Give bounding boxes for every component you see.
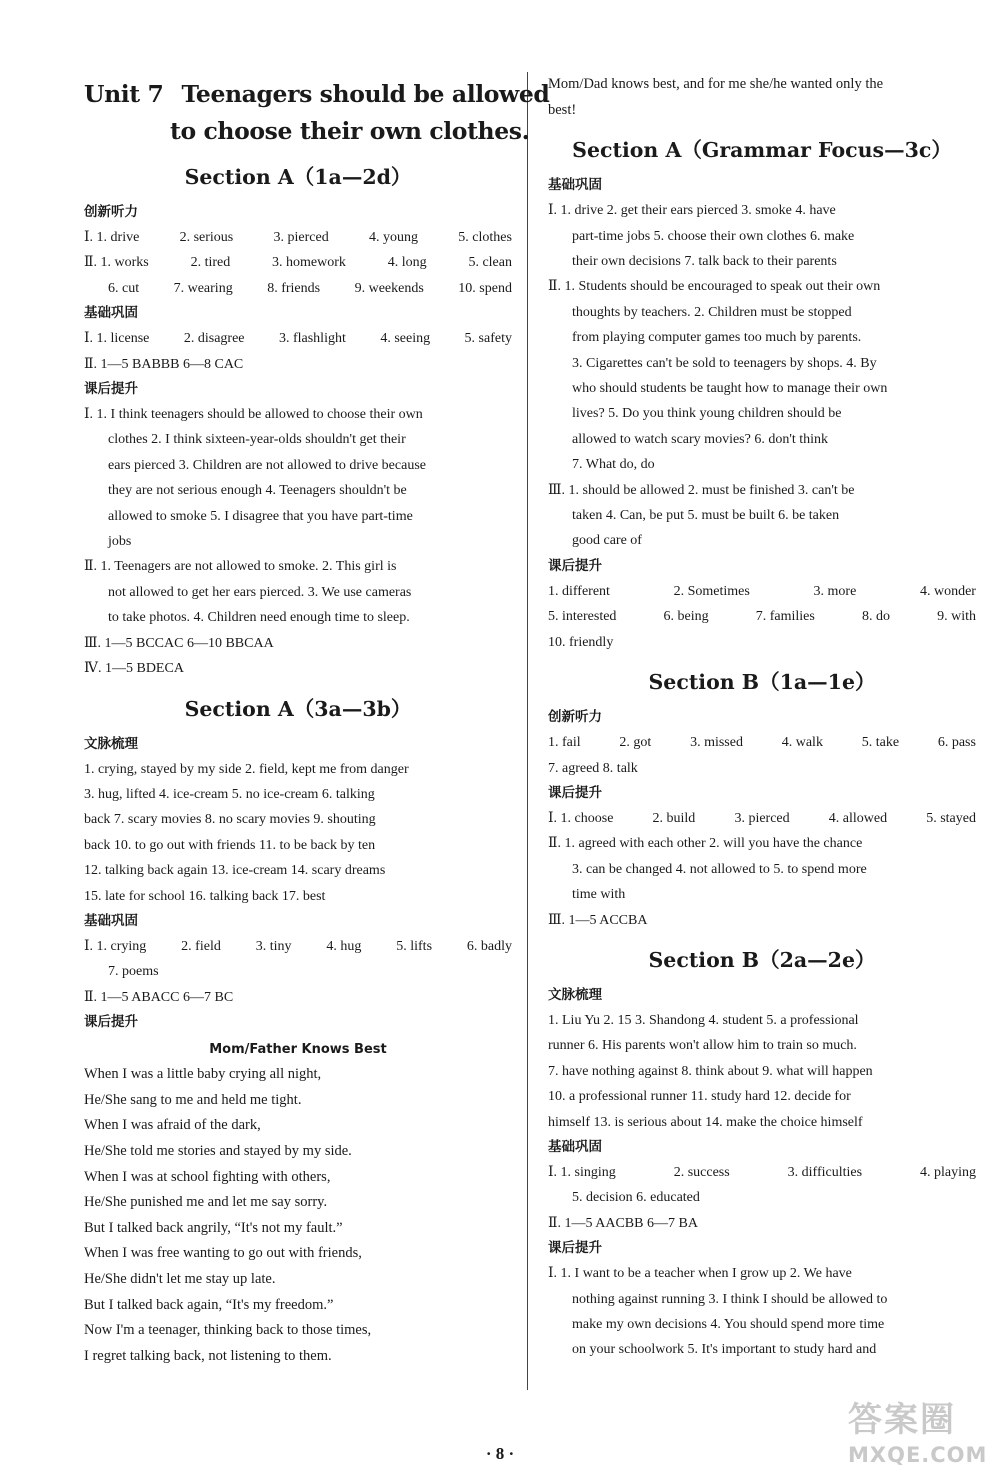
answer-line: 3. can be changed 4. not allowed to 5. to spend more xyxy=(572,861,867,877)
column-divider xyxy=(527,72,528,1390)
subheading: 基础巩固 xyxy=(84,305,138,322)
answer-line: Ⅰ. 1. drive 2. get their ears pierced 3. smoke 4. have xyxy=(548,203,836,219)
subheading: 基础巩固 xyxy=(84,912,138,929)
answer-line: 1. different 2. Sometimes 3. more 4. wonder xyxy=(548,583,976,599)
answer-line: lives? 5. Do you think young children should be xyxy=(572,406,842,422)
answer-line: himself 13. is serious about 14. make the choice himself xyxy=(548,1114,863,1130)
subheading: 课后提升 xyxy=(548,557,602,574)
unit-title-line1: Teenagers should be allowed xyxy=(181,80,550,108)
answer-line: jobs xyxy=(108,534,132,550)
subheading: 课后提升 xyxy=(84,1014,138,1031)
subheading: 创新听力 xyxy=(84,204,138,220)
answer-line: 7. agreed 8. talk xyxy=(548,760,638,776)
poem-line: When I was a little baby crying all night, xyxy=(84,1066,322,1083)
answer-line: part-time jobs 5. choose their own clothes 6. make xyxy=(572,228,855,244)
watermark-url: MXQE.COM xyxy=(848,1443,988,1467)
answer-line: clothes 2. I think sixteen-year-olds shouldn't get their xyxy=(108,432,406,448)
answer-line: good care of xyxy=(572,533,642,549)
unit-number: Unit 7 xyxy=(84,80,164,108)
answer-line: taken 4. Can, be put 5. must be built 6. be taken xyxy=(572,508,840,524)
answer-line: Ⅰ. 1. I want to be a teacher when I grow up 2. We have xyxy=(548,1266,852,1282)
section-title: Section A（1a—2d） xyxy=(184,165,412,189)
watermark xyxy=(848,1400,998,1484)
poem-line: Mom/Dad knows best, and for me she/he wanted only the xyxy=(548,76,884,92)
answer-line: on your schoolwork 5. It's important to study hard and xyxy=(572,1342,877,1358)
subheading: 基础巩固 xyxy=(548,177,602,194)
subheading: 文脉梳理 xyxy=(84,735,138,752)
answer-line: Ⅰ. 1. I think teenagers should be allowed to choose their own xyxy=(84,407,423,423)
answer-line: Ⅱ. 1—5 BABBB 6—8 CAC xyxy=(84,356,244,372)
answer-line: Ⅲ. 1—5 ACCBA xyxy=(548,912,648,928)
answer-line: Ⅰ. 1. drive 2. serious 3. pierced 4. young 5. clothes xyxy=(84,230,512,245)
answer-line: Ⅱ. 1—5 ABACC 6—7 BC xyxy=(84,989,234,1005)
poem-line: He/She told me stories and stayed by my side. xyxy=(84,1142,352,1159)
section-title: Section A（3a—3b） xyxy=(184,696,412,721)
answer-line: who should students be taught how to manage their own xyxy=(572,381,888,397)
answer-line: 10. friendly xyxy=(548,634,614,650)
answer-line: allowed to smoke 5. I disagree that you have part-time xyxy=(108,508,413,524)
watermark-logo-text: 答案圈 xyxy=(848,1400,956,1440)
subheading: 文脉梳理 xyxy=(548,986,602,1003)
page-number: · 8 · xyxy=(485,1444,515,1463)
section-title: Section B（2a—2e） xyxy=(648,947,876,972)
answer-line: to take photos. 4. Children need enough time to sleep. xyxy=(108,610,410,626)
answer-line: Ⅰ. 1. singing 2. success 3. difficulties 4. playing xyxy=(548,1164,976,1180)
answer-line: allowed to watch scary movies? 6. don't think xyxy=(572,431,829,447)
poem-line: When I was at school fighting with others, xyxy=(84,1168,331,1185)
answer-line: Ⅰ. 1. choose 2. build 3. pierced 4. allowed 5. stayed xyxy=(548,810,976,826)
answer-line: Ⅱ. 1. agreed with each other 2. will you have the chance xyxy=(548,836,863,852)
answer-line: Ⅰ. 1. license 2. disagree 3. flashlight 4. seeing 5. safety xyxy=(84,331,512,347)
answer-line: Ⅲ. 1—5 BCCAC 6—10 BBCAA xyxy=(84,635,274,651)
answer-line: 1. fail 2. got 3. missed 4. walk 5. take 6. pass xyxy=(548,735,976,751)
poem-line: best! xyxy=(548,101,577,118)
answer-line: Ⅱ. 1—5 AACBB 6—7 BA xyxy=(548,1215,698,1231)
poem-line: He/She didn't let me stay up late. xyxy=(84,1270,276,1287)
answer-line: 12. talking back again 13. ice-cream 14. scary dreams xyxy=(84,863,386,879)
answer-line: Ⅱ. 1. Students should be encouraged to speak out their own xyxy=(548,279,881,295)
answer-line: ears pierced 3. Children are not allowed to drive because xyxy=(108,457,426,473)
poem-line: He/She sang to me and held me tight. xyxy=(84,1091,302,1108)
answer-line: thoughts by teachers. 2. Children must be stopped xyxy=(572,304,852,320)
answer-line: Ⅰ. 1. crying 2. field 3. tiny 4. hug 5. lifts 6. badly xyxy=(84,938,512,954)
answer-line: 7. poems xyxy=(108,964,159,980)
subheading: 课后提升 xyxy=(548,784,602,801)
poem-title: Mom/Father Knows Best xyxy=(209,1042,387,1058)
answer-line: back 10. to go out with friends 11. to be back by ten xyxy=(84,837,376,853)
unit-title xyxy=(84,76,550,150)
right-column xyxy=(548,72,976,1363)
answer-line: their own decisions 7. talk back to their parents xyxy=(572,254,837,269)
poem-line: He/She punished me and let me say sorry. xyxy=(84,1194,328,1211)
answer-line: make my own decisions 4. You should spend more time xyxy=(572,1317,885,1332)
section-title: Section B（1a—1e） xyxy=(648,670,876,695)
poem-line: Now I'm a teenager, thinking back to those times, xyxy=(84,1322,372,1339)
poem-line: But I talked back angrily, “It's not my fault.” xyxy=(84,1219,343,1236)
answer-line: 3. hug, lifted 4. ice-cream 5. no ice-cream 6. talking xyxy=(84,786,375,802)
subheading: 课后提升 xyxy=(84,381,138,398)
answer-line: 7. What do, do xyxy=(572,457,655,473)
answer-line: Ⅱ. 1. Teenagers are not allowed to smoke. 2. This girl is xyxy=(84,559,397,575)
answer-line: 5. interested 6. being 7. families 8. do 9. with xyxy=(548,609,976,625)
answer-line: time with xyxy=(572,887,626,903)
answer-line: they are not serious enough 4. Teenagers shouldn't be xyxy=(108,483,407,499)
answer-line: 10. a professional runner 11. study hard 12. decide for xyxy=(548,1089,851,1105)
poem-line: But I talked back again, “It's my freedom.” xyxy=(84,1296,334,1313)
answer-line: Ⅱ. 1. works 2. tired 3. homework 4. long 5. clean xyxy=(84,255,512,271)
answer-line: back 7. scary movies 8. no scary movies 9. shouting xyxy=(84,812,376,828)
answer-line: 6. cut 7. wearing 8. friends 9. weekends 10. spend xyxy=(108,280,512,296)
answer-line: 7. have nothing against 8. think about 9. what will happen xyxy=(548,1063,873,1079)
subheading: 课后提升 xyxy=(548,1240,602,1257)
subheading: 创新听力 xyxy=(548,709,602,726)
answer-line: nothing against running 3. I think I should be allowed to xyxy=(572,1291,888,1307)
answer-line: 1. Liu Yu 2. 15 3. Shandong 4. student 5. a professional xyxy=(548,1012,859,1028)
unit-title-line2: to choose their own clothes. xyxy=(170,117,530,145)
answer-line: runner 6. His parents won't allow him to train so much. xyxy=(548,1038,857,1054)
answer-line: from playing computer games too much by parents. xyxy=(572,330,862,346)
answer-line: 3. Cigarettes can't be sold to teenagers by shops. 4. By xyxy=(572,355,877,371)
poem-line: When I was free wanting to go out with friends, xyxy=(84,1245,362,1262)
answer-line: not allowed to get her ears pierced. 3. We use cameras xyxy=(108,584,412,600)
left-column xyxy=(84,72,550,1369)
answer-line: 15. late for school 16. talking back 17. best xyxy=(84,888,326,904)
section-title: Section A（Grammar Focus—3c） xyxy=(572,138,952,163)
answer-line: Ⅳ. 1—5 BDECA xyxy=(84,661,184,677)
answer-line: Ⅲ. 1. should be allowed 2. must be finished 3. can't be xyxy=(548,482,855,498)
answer-line: 5. decision 6. educated xyxy=(572,1190,700,1206)
subheading: 基础巩固 xyxy=(548,1138,602,1155)
poem-line: I regret talking back, not listening to them. xyxy=(84,1347,332,1364)
answer-line: 1. crying, stayed by my side 2. field, kept me from danger xyxy=(84,761,409,777)
poem-line: When I was afraid of the dark, xyxy=(84,1117,261,1134)
